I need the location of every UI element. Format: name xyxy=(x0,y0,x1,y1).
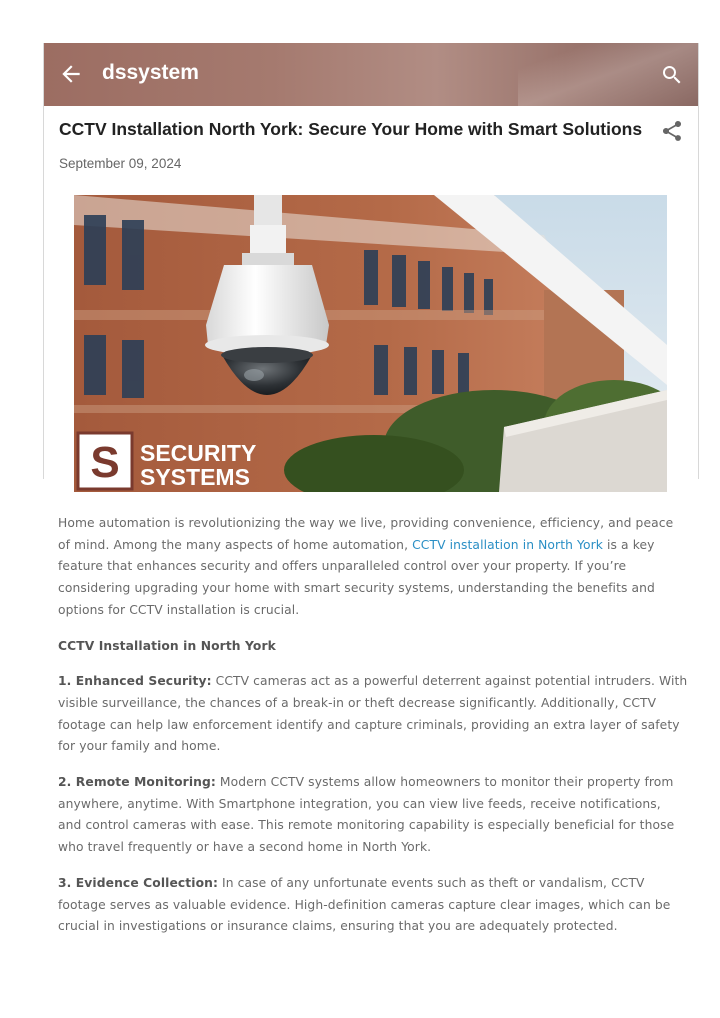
svg-text:S: S xyxy=(90,438,120,487)
list-item xyxy=(58,873,688,938)
intro-text-cont: is a key feature that enhances security and offers unparalleled control over your property. If you’re considering upgrading your home with smart security systems, understanding the benefits and options for CCTV installation is crucial. xyxy=(58,537,655,617)
item-text: CCTV cameras act as a powerful deterrent against potential intruders. With visible surveillance, the chances of a break-in or theft decrease significantly. Additionally, CCTV footage can help law enforcement identify and capture criminals, providing an extra layer of safety for your family and home. xyxy=(58,674,688,754)
list-item xyxy=(58,671,688,758)
item-text: Modern CCTV systems allow homeowners to monitor their property from anywhere, anytime. With Smartphone integration, you can view live feeds, receive notifications, and control cameras with ease. This remote monitoring capability is especially beneficial for those who travel frequently or have a second home in North York. xyxy=(58,775,675,855)
logo-line1: SECURITY xyxy=(140,440,257,466)
article-body xyxy=(58,513,688,952)
post-title: CCTV Installation North York: Secure Your Home with Smart Solutions xyxy=(59,119,643,139)
search-icon[interactable] xyxy=(660,63,684,87)
cctv-installation-link[interactable]: CCTV installation in North York xyxy=(412,537,604,552)
hero-image xyxy=(74,195,667,492)
share-icon[interactable] xyxy=(660,119,684,143)
logo-line2: SYSTEMS xyxy=(140,464,250,490)
item-text: In case of any unfortunate events such as theft or vandalism, CCTV footage serves as valuable evidence. High-definition cameras capture clear images, which can be crucial in investigations or insurance claims, ensuring that you are adequately protected. xyxy=(58,875,671,934)
intro-text: Home automation is revolutionizing the way we live, providing convenience, efficiency, and peace of mind. Among the many aspects of home automation, xyxy=(58,516,674,552)
arrow-left-icon[interactable] xyxy=(58,61,84,87)
app-header xyxy=(44,43,698,106)
item-heading: 1. Enhanced Security: xyxy=(58,674,212,689)
list-item xyxy=(58,772,688,859)
section-heading: CCTV Installation in North York xyxy=(58,638,276,653)
cctv-camera-photo xyxy=(74,195,667,492)
site-title[interactable]: dssystem xyxy=(102,61,199,84)
item-heading: 2. Remote Monitoring: xyxy=(58,775,216,790)
intro-paragraph xyxy=(58,513,688,622)
item-heading: 3. Evidence Collection: xyxy=(58,875,218,890)
post-date: September 09, 2024 xyxy=(59,156,182,171)
